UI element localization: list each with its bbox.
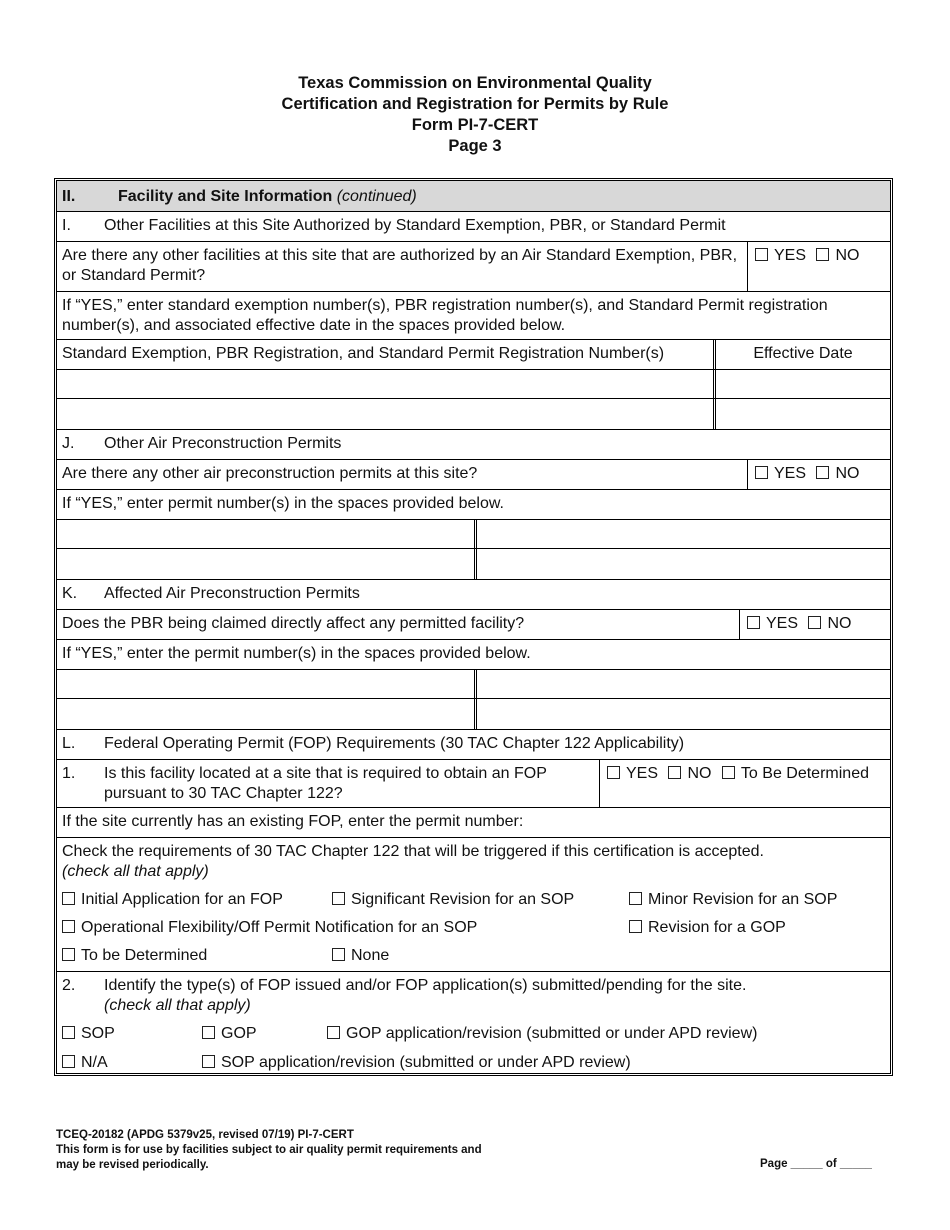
part-i-title: Other Facilities at this Site Authorized by Standard Exemption, PBR, or Standard Permit xyxy=(104,217,726,234)
requirements-text: Check the requirements of 30 TAC Chapter 122 that will be triggered if this certification is accepted. xyxy=(62,843,764,860)
section-suffix: (continued) xyxy=(336,188,417,205)
permit-number-field[interactable] xyxy=(477,670,890,698)
part-i-columns-row xyxy=(57,339,890,369)
form-header xyxy=(0,73,950,157)
part-k-title: Affected Air Preconstruction Permits xyxy=(104,585,360,602)
part-j-question: Are there any other air preconstruction permits at this site? xyxy=(62,465,478,482)
check-all-note: (check all that apply) xyxy=(104,997,251,1014)
part-j-instruction: If “YES,” enter permit number(s) in the spaces provided below. xyxy=(62,495,504,512)
permit-number-field[interactable] xyxy=(477,699,890,729)
yes-label: YES xyxy=(766,615,799,632)
part-j-question-row xyxy=(57,459,890,489)
to-be-determined-label: To be Determined xyxy=(81,947,208,964)
part-k-yes-checkbox[interactable] xyxy=(747,616,760,629)
part-i-instruction-row xyxy=(57,291,890,339)
operational-flexibility-label: Operational Flexibility/Off Permit Notification for an SOP xyxy=(81,919,478,936)
q2-number: 2. xyxy=(62,977,76,994)
no-label: NO xyxy=(835,247,860,264)
fop-type-row xyxy=(57,971,890,1073)
part-j-letter: J. xyxy=(62,435,75,452)
tbd-label: To Be Determined xyxy=(740,765,869,782)
part-i-yes-checkbox[interactable] xyxy=(755,248,768,261)
part-j-yes-checkbox[interactable] xyxy=(755,466,768,479)
significant-revision-label: Significant Revision for an SOP xyxy=(351,891,575,908)
part-j-entry-row xyxy=(57,548,890,579)
effective-date-column-header: Effective Date xyxy=(753,345,853,362)
part-k-instruction: If “YES,” enter the permit number(s) in the spaces provided below. xyxy=(62,645,531,662)
gop-application-checkbox[interactable] xyxy=(327,1026,340,1039)
q2-question: Identify the type(s) of FOP issued and/or FOP application(s) submitted/pending for the site. xyxy=(104,977,747,994)
fop-requirements-row xyxy=(57,837,890,971)
part-i-question: Are there any other facilities at this site that are authorized by an Air Standard Exemption, PBR, or Standard Permit? xyxy=(62,247,738,284)
part-k-no-checkbox[interactable] xyxy=(808,616,821,629)
part-i-title-row xyxy=(57,211,890,241)
part-l-title-row xyxy=(57,729,890,759)
effective-date-field[interactable] xyxy=(716,370,890,398)
usage-note: This form is for use by facilities subject to air quality permit requirements and xyxy=(56,1144,482,1156)
part-j-title-row xyxy=(57,429,890,459)
sop-application-checkbox[interactable] xyxy=(202,1055,215,1068)
existing-fop-row xyxy=(57,807,890,837)
permit-number-field[interactable] xyxy=(57,520,474,548)
gop-revision-label: Revision for a GOP xyxy=(648,919,786,936)
form-footer xyxy=(56,1128,482,1173)
q1-no-checkbox[interactable] xyxy=(668,766,681,779)
form-id: TCEQ-20182 (APDG 5379v25, revised 07/19) PI-7-CERT xyxy=(56,1129,354,1141)
no-label: NO xyxy=(687,765,712,782)
q1-number: 1. xyxy=(62,765,76,782)
effective-date-field[interactable] xyxy=(716,399,890,429)
part-l-letter: L. xyxy=(62,735,76,752)
form-number: Form PI-7-CERT xyxy=(411,116,539,134)
agency-title: Texas Commission on Environmental Quality xyxy=(298,74,652,92)
part-k-entry-row xyxy=(57,669,890,698)
q1-yes-checkbox[interactable] xyxy=(607,766,620,779)
sop-checkbox[interactable] xyxy=(62,1026,75,1039)
page-title: Page 3 xyxy=(448,137,502,155)
yes-label: YES xyxy=(774,465,807,482)
part-j-title: Other Air Preconstruction Permits xyxy=(104,435,342,452)
part-i-instruction: If “YES,” enter standard exemption number(s), PBR registration number(s), and Standard Permit registration number(s), and associated effective date in the spaces provided below. xyxy=(62,297,828,334)
initial-application-label: Initial Application for an FOP xyxy=(81,891,283,908)
gop-checkbox[interactable] xyxy=(202,1026,215,1039)
numbers-column-header: Standard Exemption, PBR Registration, and Standard Permit Registration Number(s) xyxy=(62,345,665,362)
q1-question: Is this facility located at a site that is required to obtain an FOP pursuant to 30 TAC Chapter 122? xyxy=(104,765,547,802)
gop-application-label: GOP application/revision (submitted or under APD review) xyxy=(346,1025,758,1042)
part-k-question-row xyxy=(57,609,890,639)
part-i-letter: I. xyxy=(62,217,71,234)
permit-number-field[interactable] xyxy=(57,670,474,698)
na-checkbox[interactable] xyxy=(62,1055,75,1068)
yes-label: YES xyxy=(774,247,807,264)
none-label: None xyxy=(351,947,390,964)
page-count: Page _____ of _____ xyxy=(760,1158,872,1170)
part-i-question-row xyxy=(57,241,890,291)
part-k-title-row xyxy=(57,579,890,609)
section-header xyxy=(57,181,890,211)
form-table xyxy=(54,178,893,1076)
gop-label: GOP xyxy=(221,1025,257,1042)
permit-number-field[interactable] xyxy=(477,520,890,548)
sop-application-label: SOP application/revision (submitted or under APD review) xyxy=(221,1054,631,1071)
part-j-instruction-row xyxy=(57,489,890,519)
part-l-title: Federal Operating Permit (FOP) Requirements (30 TAC Chapter 122 Applicability) xyxy=(104,735,685,752)
yes-label: YES xyxy=(626,765,659,782)
sop-label: SOP xyxy=(81,1025,115,1042)
revision-note: may be revised periodically. xyxy=(56,1159,209,1171)
part-l-q1-row xyxy=(57,759,890,807)
form-title: Certification and Registration for Permits by Rule xyxy=(281,95,669,113)
part-i-no-checkbox[interactable] xyxy=(816,248,829,261)
part-j-entry-row xyxy=(57,519,890,548)
permit-number-field[interactable] xyxy=(57,549,474,579)
minor-revision-label: Minor Revision for an SOP xyxy=(648,891,838,908)
no-label: NO xyxy=(835,465,860,482)
initial-application-checkbox[interactable] xyxy=(62,892,75,905)
to-be-determined-checkbox[interactable] xyxy=(62,948,75,961)
gop-revision-checkbox[interactable] xyxy=(629,920,642,933)
part-i-entry-row xyxy=(57,369,890,398)
section-number: II. xyxy=(62,188,76,205)
part-k-letter: K. xyxy=(62,585,78,602)
section-title: Facility and Site Information xyxy=(118,188,333,205)
permit-number-field[interactable] xyxy=(477,549,890,579)
na-label: N/A xyxy=(81,1054,108,1071)
part-i-entry-row xyxy=(57,398,890,429)
q1-tbd-checkbox[interactable] xyxy=(722,766,735,779)
no-label: NO xyxy=(827,615,852,632)
part-k-instruction-row xyxy=(57,639,890,669)
none-checkbox[interactable] xyxy=(332,948,345,961)
part-k-question: Does the PBR being claimed directly affect any permitted facility? xyxy=(62,615,525,632)
registration-number-field[interactable] xyxy=(57,370,713,398)
part-k-entry-row xyxy=(57,698,890,729)
check-all-note: (check all that apply) xyxy=(62,863,209,880)
permit-number-field[interactable] xyxy=(57,699,474,729)
minor-revision-checkbox[interactable] xyxy=(629,892,642,905)
existing-fop-prompt: If the site currently has an existing FOP, enter the permit number: xyxy=(62,813,524,830)
significant-revision-checkbox[interactable] xyxy=(332,892,345,905)
registration-number-field[interactable] xyxy=(57,399,713,429)
part-j-no-checkbox[interactable] xyxy=(816,466,829,479)
operational-flexibility-checkbox[interactable] xyxy=(62,920,75,933)
